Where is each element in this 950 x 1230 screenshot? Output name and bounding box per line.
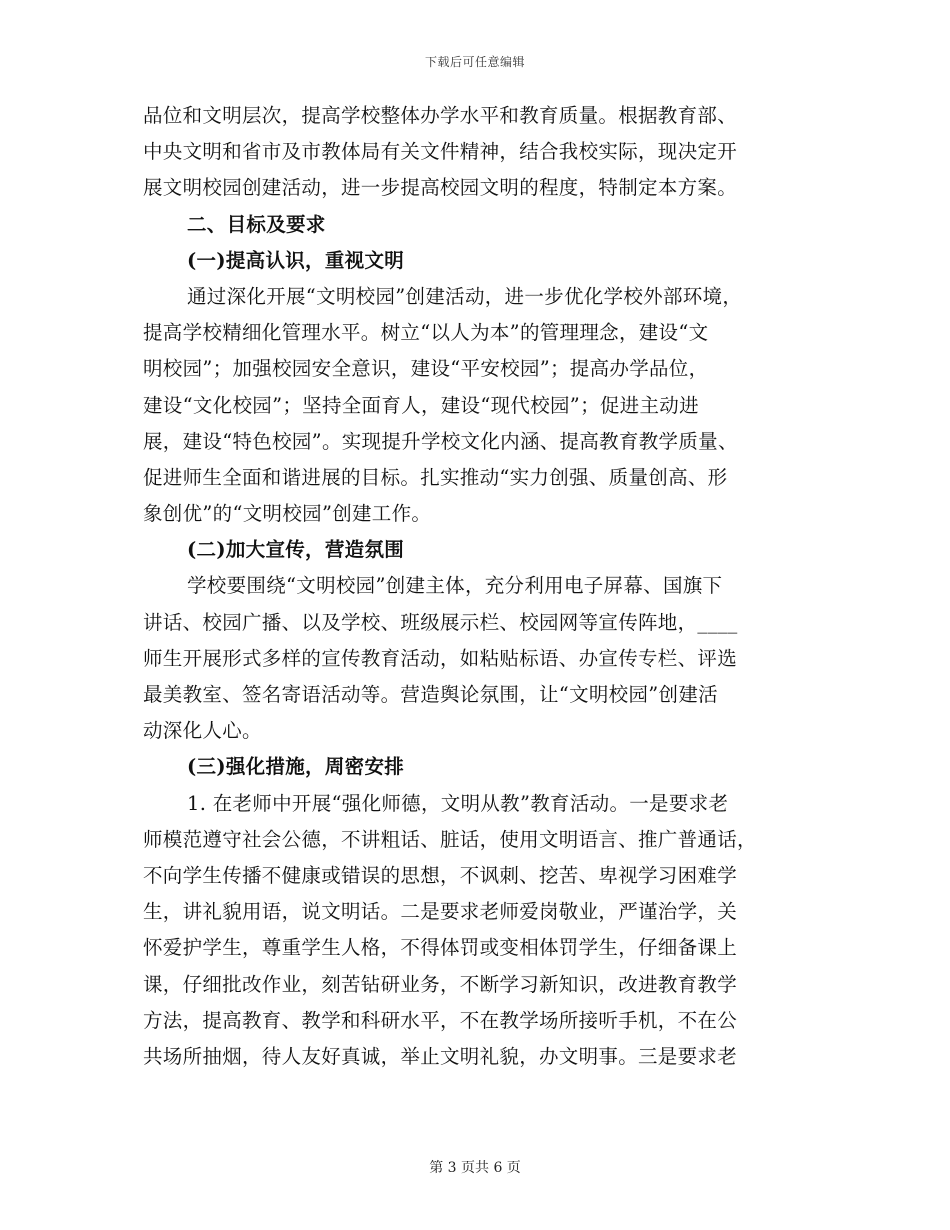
paragraph-line: 提高学校精细化管理水平。树立“以人为本”的管理理念，建设“文 bbox=[143, 321, 709, 345]
paragraph-line: 促进师生全面和谐进展的目标。扎实推动“实力创强、质量创高、形 bbox=[143, 465, 728, 489]
page-header: 下载后可任意编辑 bbox=[424, 55, 525, 69]
section-heading: (一)提高认识，重视文明 bbox=[187, 248, 405, 272]
paragraph-line: 展，建设“特色校园”。实现提升学校文化内涵、提高教育教学质量、 bbox=[143, 429, 738, 453]
paragraph-line: 通过深化开展“文明校园”创建活动，进一步优化学校外部环境， bbox=[187, 284, 743, 308]
paragraph-line: 动深化人心。 bbox=[143, 719, 262, 743]
paragraph-line: 明校园”；加强校园安全意识，建设“平安校园”；提高办学品位， bbox=[143, 357, 709, 381]
section-heading: 二、目标及要求 bbox=[187, 212, 326, 236]
paragraph-line: 1. 在老师中开展“强化师德，文明从教”教育活动。一是要求老 bbox=[187, 791, 729, 815]
paragraph-line: 课，仔细批改作业，刻苦钻研业务，不断学习新知识，改进教育教学 bbox=[143, 972, 738, 996]
section-heading: (三)强化措施，周密安排 bbox=[187, 755, 405, 779]
paragraph-line: 象创优”的“文明校园”创建工作。 bbox=[143, 502, 432, 526]
paragraph-line: 最美教室、签名寄语活动等。营造舆论氛围，让“文明校园”创建活 bbox=[143, 683, 718, 706]
paragraph-line: 展文明校园创建活动，进一步提高校园文明的程度，特制定本方案。 bbox=[143, 176, 738, 200]
paragraph-line: 怀爱护学生，尊重学生人格，不得体罚或变相体罚学生，仔细备课上 bbox=[143, 936, 738, 960]
section-heading: (二)加大宣传，营造氛围 bbox=[187, 538, 405, 562]
paragraph-line: 品位和文明层次，提高学校整体办学水平和教育质量。根据教育部、 bbox=[143, 104, 738, 127]
paragraph-line: 方法，提高教育、教学和科研水平，不在教学场所接听手机，不在公 bbox=[143, 1008, 738, 1032]
page-footer: 第 3 页共 6 页 bbox=[429, 1160, 521, 1176]
paragraph-line: 中央文明和省市及市教体局有关文件精神，结合我校实际，现决定开 bbox=[143, 140, 738, 164]
document-body bbox=[143, 98, 803, 1075]
paragraph-line: 师生开展形式多样的宣传教育活动，如粘贴标语、办宣传专栏、评选 bbox=[143, 646, 738, 670]
paragraph-line: 师模范遵守社会公德，不讲粗话、脏话，使用文明语言、推广普通话， bbox=[143, 827, 757, 851]
paragraph-line: 共场所抽烟，待人友好真诚，举止文明礼貌，办文明事。三是要求老 bbox=[143, 1044, 738, 1068]
paragraph-line: 生，讲礼貌用语，说文明话。二是要求老师爱岗敬业，严谨治学，关 bbox=[143, 900, 738, 924]
paragraph-line: 建设“文化校园”；坚持全面育人，建设“现代校园”；促进主动进 bbox=[143, 393, 699, 417]
paragraph-line: 讲话、校园广播、以及学校、班级展示栏、校园网等宣传阵地，____ bbox=[143, 610, 738, 634]
paragraph-line: 学校要围绕“文明校园”创建主体，充分利用电子屏幕、国旗下 bbox=[187, 574, 723, 598]
paragraph-line: 不向学生传播不健康或错误的思想，不讽刺、挖苦、卑视学习困难学 bbox=[143, 863, 738, 887]
